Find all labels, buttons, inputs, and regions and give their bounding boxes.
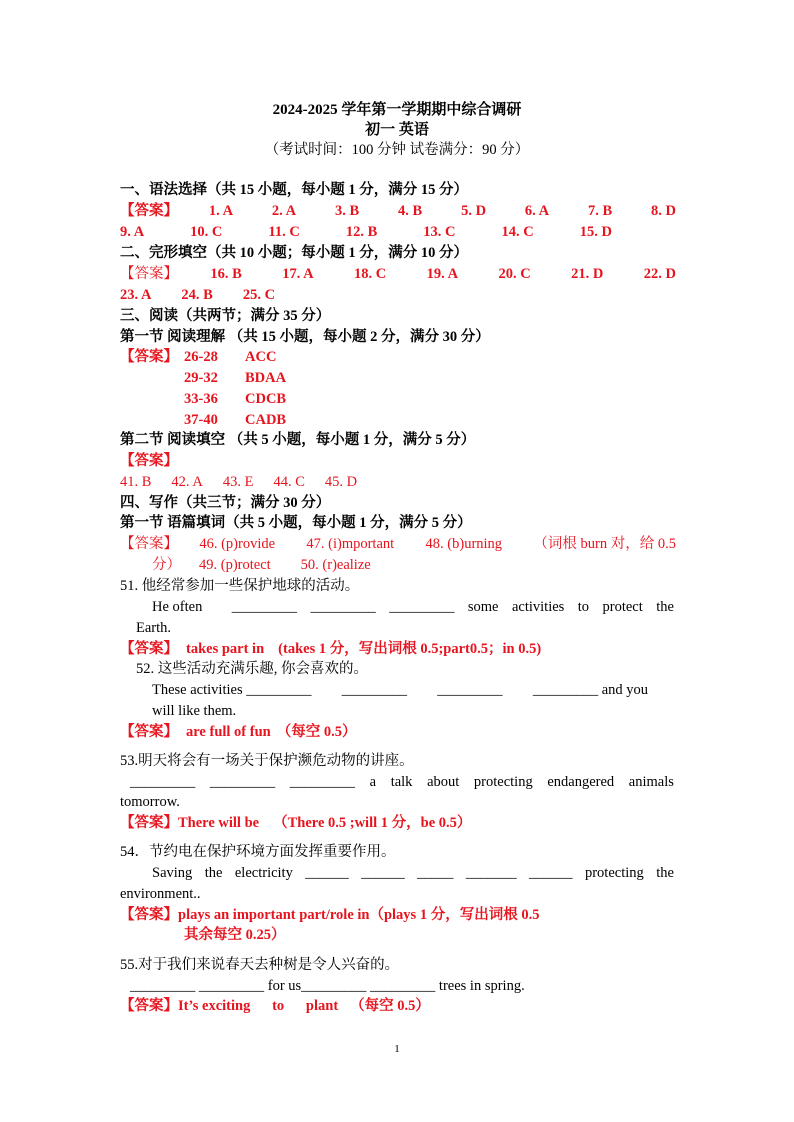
answer-item: 42. A [171, 474, 203, 490]
question-text: electricity [234, 865, 293, 881]
answer-item: 7. B [587, 203, 613, 219]
answer-item: 41. B [120, 474, 152, 490]
answer-tag: 【答案】 [120, 266, 178, 282]
answer-item: 15. D [579, 224, 612, 240]
answer-item: 23. A [120, 287, 152, 303]
answer-item: 12. B [345, 224, 378, 240]
answer-item: 17. A [282, 266, 314, 282]
answer-tag: 【答案】 [120, 998, 178, 1014]
answer-item: 8. D [651, 203, 676, 219]
question-text: These activities _________ [152, 682, 312, 698]
question-text: _________ and you [532, 682, 648, 698]
answer-item: 48. (b)urning [425, 536, 503, 552]
exam-title: 2024-2025 学年第一学期期中综合调研 [272, 102, 522, 118]
reading-part2-answers [120, 472, 357, 492]
answer-item: 14. C [501, 224, 534, 240]
answer-item: 21. D [571, 266, 604, 282]
question-52-answer [120, 722, 356, 742]
scoring-note: （plays 1 分，写出词根 0.5 [369, 907, 540, 923]
group-range: 26-28 [184, 349, 218, 365]
blank: ______ [305, 865, 349, 881]
answer-item: 16. B [210, 266, 242, 282]
question-54-answer [120, 905, 539, 925]
answer-item: 45. D [324, 474, 358, 490]
answer-item: 50. (r)ealize [300, 557, 371, 573]
answer-text: takes part in [186, 641, 265, 657]
answer-tag: 【答案】 [120, 536, 178, 552]
group-range: 37-40 [184, 412, 218, 428]
blank: _________ [289, 774, 355, 790]
question-text: protect [602, 599, 643, 615]
question-52-line1 [152, 680, 648, 700]
answer-item: 1. A [208, 203, 234, 219]
answer-text: It’s exciting to plant [178, 998, 339, 1014]
section1-answers-line2 [120, 222, 612, 242]
blank: _________ [209, 774, 276, 790]
question-text: a [369, 774, 377, 790]
answer-tag: 【答案】 [120, 203, 178, 219]
question-text: protecting [473, 774, 533, 790]
reading-part1-heading: 第一节 阅读理解 （共 15 小题，每小题 2 分，满分 30 分） [120, 329, 490, 345]
answer-item: 2. A [271, 203, 297, 219]
question-text: Saving [152, 865, 193, 881]
writing-part1-heading: 第一节 语篇填词（共 5 小题，每小题 1 分，满分 5 分） [120, 515, 472, 531]
blank: _________ [231, 599, 298, 615]
blank: _________ [437, 682, 503, 698]
question-text: about [427, 774, 460, 790]
blank: ______ [529, 865, 573, 881]
scoring-note: （There 0.5 ;will 1 分，be 0.5） [273, 815, 472, 831]
answer-text: are full of fun [186, 724, 271, 740]
section1-heading: 一、语法选择（共 15 小题，每小题 1 分，满分 15 分） [120, 182, 468, 198]
group-answer: CDCB [245, 391, 287, 407]
answer-text: There will be [178, 815, 260, 831]
answer-item: 46. (p)rovide [199, 536, 276, 552]
blank: ______ [361, 865, 405, 881]
question-text: animals [628, 774, 674, 790]
answer-tag: 【答案】 [120, 349, 178, 365]
group-range: 29-32 [184, 370, 218, 386]
scoring-note: （每空 0.5） [276, 724, 357, 740]
section4-heading: 四、写作（共三节；满分 30 分） [120, 495, 331, 511]
answer-item: 25. C [242, 287, 276, 303]
answer-item: 6. A [524, 203, 550, 219]
writing-part1-answers-line1 [120, 534, 676, 554]
question-55-answer [120, 996, 430, 1016]
question-51-answer [120, 639, 541, 659]
question-text: protecting [584, 865, 644, 881]
question-54-prompt: 54．节约电在保护环境方面发挥重要作用。 [120, 844, 396, 860]
question-55-prompt: 55.对于我们来说春天去种树是令人兴奋的。 [120, 957, 400, 973]
question-text: talk [390, 774, 413, 790]
scoring-note: (takes 1 分，写出词根 0.5;part0.5；in 0.5) [278, 641, 542, 657]
blank: _________ [130, 774, 196, 790]
group-answer: ACC [245, 349, 277, 365]
group-range: 33-36 [184, 391, 218, 407]
scoring-note: （词根 burn 对，给 0.5 [533, 536, 676, 552]
scoring-note: （每空 0.5） [350, 998, 430, 1014]
group-answer: BDAA [245, 370, 287, 386]
answer-item: 13. C [423, 224, 456, 240]
question-53-line1 [130, 772, 674, 792]
answer-item: 20. C [498, 266, 531, 282]
reading-part2-heading: 第二节 阅读填空 （共 5 小题，每小题 1 分，满分 5 分） [120, 432, 476, 448]
question-text: the [204, 865, 223, 881]
question-52-line2: will like them. [152, 703, 237, 719]
answer-tag: 【答案】 [120, 907, 178, 923]
section2-answers-line1 [120, 264, 676, 284]
answer-tag: 【答案】 [120, 453, 178, 469]
answer-text: plays an important part/role in [178, 907, 370, 923]
blank: _________ [310, 599, 376, 615]
scoring-note: 分） [152, 557, 181, 573]
answer-item: 49. (p)rotect [199, 557, 271, 573]
grade-subject: 初一 英语 [365, 122, 429, 138]
question-text: He often [152, 599, 203, 615]
answer-item: 44. C [273, 474, 305, 490]
question-text: endangered [547, 774, 615, 790]
question-51-line2: Earth. [136, 620, 172, 636]
answer-item: 4. B [398, 203, 423, 219]
question-text: some [467, 599, 499, 615]
section2-heading: 二、完形填空（共 10 小题；每小题 1 分，满分 10 分） [120, 245, 468, 261]
question-text: activities [511, 599, 565, 615]
question-52-prompt: 52. 这些活动充满乐趣, 你会喜欢的。 [136, 661, 368, 677]
question-51-prompt: 51. 他经常参加一些保护地球的活动。 [120, 578, 360, 594]
section3-heading: 三、阅读（共两节；满分 35 分） [120, 308, 331, 324]
answer-item: 24. B [181, 287, 213, 303]
question-text: the [656, 865, 674, 881]
question-54-line2: environment.. [120, 886, 201, 902]
answer-tag: 【答案】 [120, 641, 178, 657]
question-text: the [656, 599, 674, 615]
writing-part1-answers-line2 [152, 555, 371, 575]
answer-item: 18. C [354, 266, 387, 282]
question-55-line1: _________ _________ for us_________ _________ trees in spring. [130, 978, 525, 994]
question-53-answer [120, 813, 471, 833]
answer-item: 5. D [461, 203, 487, 219]
question-54-note-line2: 其余每空 0.25） [184, 927, 286, 943]
answer-item: 43. E [222, 474, 254, 490]
answer-item: 47. (i)mportant [306, 536, 395, 552]
exam-info: （考试时间：100 分钟 试卷满分：90 分） [264, 142, 530, 158]
answer-item: 22. D [643, 266, 676, 282]
blank: _________ [389, 599, 455, 615]
answer-item: 10. C [190, 224, 223, 240]
question-text: to [577, 599, 590, 615]
answer-tag: 【答案】 [120, 724, 178, 740]
answer-item: 9. A [120, 224, 145, 240]
question-53-line2: tomorrow. [120, 794, 180, 810]
answer-item: 19. A [426, 266, 459, 282]
section2-answers-line2 [120, 285, 275, 305]
blank: _________ [341, 682, 407, 698]
blank: _____ [417, 865, 454, 881]
page-number: 1 [394, 1043, 400, 1055]
answer-item: 3. B [334, 203, 360, 219]
question-51-line1 [152, 597, 674, 617]
question-53-prompt: 53.明天将会有一场关于保护濒危动物的讲座。 [120, 753, 414, 769]
question-54-line1 [152, 863, 674, 883]
section1-answers-line1 [120, 201, 676, 221]
answer-tag: 【答案】 [120, 815, 178, 831]
group-answer: CADB [245, 412, 287, 428]
answer-item: 11. C [268, 224, 300, 240]
blank: _______ [465, 865, 517, 881]
